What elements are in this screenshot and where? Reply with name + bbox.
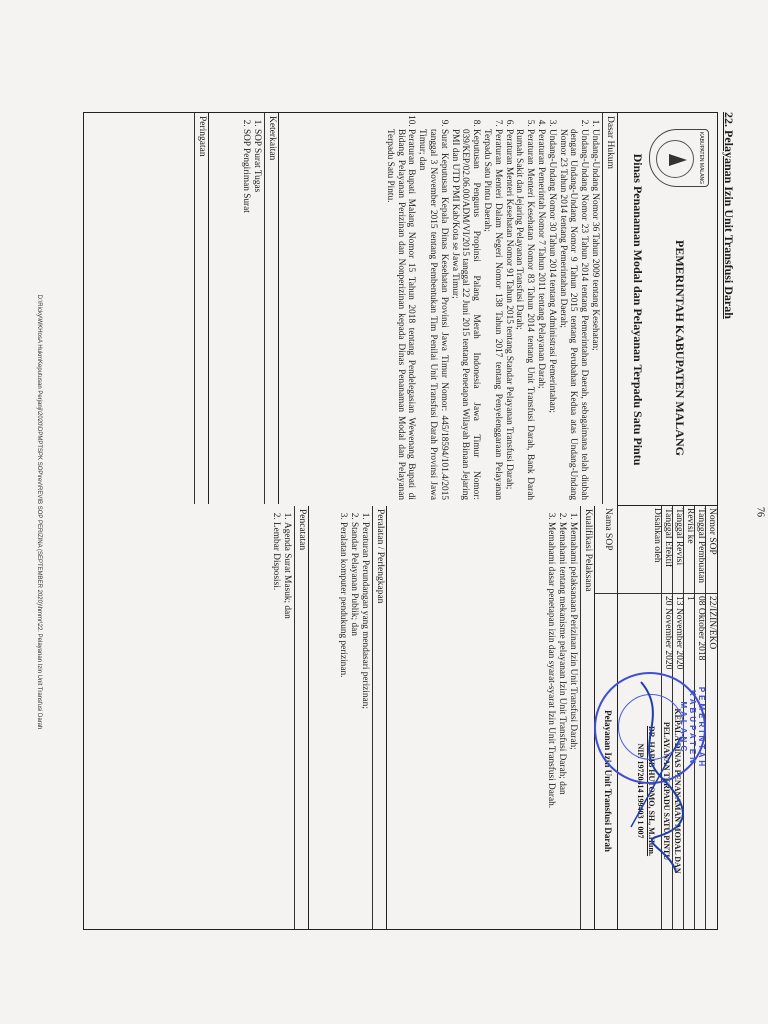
sop-name-value: Pelayanan Izin Unit Transfusi Darah [603, 710, 613, 852]
meta-row: Nomor SOP 22/IZIN/EKO [705, 506, 717, 929]
peralatan-list [336, 506, 372, 929]
peringatan-section [84, 113, 209, 504]
list-item: 2. Undang-Undang Nomor 23 Tahun 2014 tentang Pemerintahan Daerah, sebagaimana telah diubah dengan Undang-Undang Nomor 9 Tahun 2015 tentang Perubahan Kedua atas Undang-Undang Nomor 23 Tahun 2014 tentang Pemerintahan Daerah; [557, 129, 589, 500]
logo-text: KABUPATEN MALANG [698, 131, 704, 185]
section-heading: Kualifikasi Pelaksana [580, 506, 595, 929]
section-heading: Keterkaitan [264, 113, 279, 504]
page-number: 76 [754, 507, 766, 517]
list-item: 3. Memahami dasar penetapan izin dan syarat-syarat Izin Unit Transfusi Darah. [546, 522, 557, 925]
list-item: 1. SOP Surat Tugas [251, 129, 262, 500]
kualifikasi-section [386, 506, 595, 929]
keterkaitan-list [238, 113, 264, 504]
sop-name-row: Nama SOP Pelayanan Izin Unit Transfusi Darah [594, 506, 617, 929]
regency-logo-icon [649, 129, 709, 187]
signer-block: KEPALA DINAS PENANAMAN MODAL DAN PELAYANAN TERPADU SATU PINTU DR. HABIB HUTOMO, SH., M.Hum. NIP. 19720414 199403 1 007 [635, 656, 683, 926]
kualifikasi-list [544, 506, 580, 929]
list-item: 6. Peraturan Menteri Kesehatan Nomor 91 Tahun 2015 tentang Standar Pelayanan Transfusi Darah; [503, 129, 514, 500]
meta-row: Tanggal Pembuatan 08 Oktober 2018 [694, 506, 706, 929]
pencatatan-list [268, 506, 294, 929]
pencatatan-section [184, 506, 309, 929]
list-item: 1. Undang-Undang Nomor 36 Tahun 2009 tentang Kesehatan; [589, 129, 600, 500]
list-item: 10. Peraturan Bupati Malang Nomor 15 Tahun 2018 tentang Pendelegasian Wewenang Bupati di Bidang Pelayanan Perizinan dan Nonperizinan kepada Dinas Penanaman Modal dan Pelayanan Terpadu Satu Pintu. [384, 129, 416, 500]
stamp-text: PEMERINTAH KABUPATEN MALANG [679, 686, 706, 770]
document-title: 22. Pelayanan Izin Unit Transfusi Darah [722, 112, 736, 319]
list-item: 9. Surat Keputusan Kepala Dinas Kesehatan Provinsi Jawa Timur Nomor: 445/18594/101.4/2015 tanggal 3 November 2015 tentang Pembentukan Tim Penilai Unit Transfusi Darah Provinsi Jawa Timur; dan [416, 129, 448, 500]
meta-row: Disahkan oleh [617, 506, 662, 929]
department-title: Dinas Penanaman Modal dan Pelayanan Terpadu Satu Pintu [631, 153, 645, 466]
list-item: 1. Agenda Surat Masuk; dan [281, 522, 292, 925]
list-item: 2. Standar Pelayanan Publik; dan [348, 522, 359, 925]
section-heading: Peringatan [197, 116, 207, 157]
list-item: 5. Peraturan Menteri Kesehatan Nomor 83 Tahun 2014 tentang Unit Transfusi Darah, Bank Darah Rumah Sakit dan Jejaring Pelayanan Transfusi Darah; [514, 129, 536, 500]
dasar-hukum-section [278, 113, 617, 504]
meta-row: Revisi ke 1 [683, 506, 695, 929]
meta-row: Tanggal Revisi 13 November 2020 [672, 506, 684, 929]
list-item: 7. Peraturan Menteri Dalam Negeri Nomor 138 Tahun 2017 tentang Penyelenggaraan Pelayanan Terpadu Satu Pintu Daerah; [481, 129, 503, 500]
section-heading: Dasar Hukum [602, 113, 617, 504]
sop-document [81, 112, 736, 932]
list-item: 2. SOP Pengiriman Surat [240, 129, 251, 500]
signer-name: DR. HABIB HUTOMO, SH., M.Hum. [647, 725, 656, 857]
signer-nip: NIP. 19720414 199403 1 007 [636, 743, 645, 839]
section-heading: Pencatatan [294, 506, 309, 929]
list-item: 8. Keputusan Pengurus Propinsi Palang Merah Indonesia Jawa Timur Nomor: 039/KEP/02.06.00/ADM/VI/2015 tanggal 22 Juni 2015 tentang Penetapan Wilayah Binaan Jejaring PMI dan UTD PMI Kab/Kota se Jawa Timur; [449, 129, 481, 500]
section-heading: Peralatan / Perlengkapan [372, 506, 387, 929]
list-item: 2. Memahami tentang mekanisme pelayanan Izin Unit Transfusi Darah; dan [556, 522, 567, 925]
signature-icon [621, 677, 701, 877]
header-left [617, 113, 717, 506]
peralatan-section [308, 506, 387, 929]
list-item: 1. Memahami pelaksanaan Perizinan Izin Unit Transfusi Darah; [567, 522, 578, 925]
keterkaitan-section [208, 113, 279, 504]
list-item: 3. Peralatan komputer pendukung perizinan. [338, 522, 349, 925]
list-item: 3. Undang-Undang Nomor 30 Tahun 2014 tentang Administrasi Pemerintahan; [546, 129, 557, 500]
government-title: PEMERINTAH KABUPATEN MALANG [673, 240, 687, 456]
list-item: 4. Peraturan Pemerintah Nomor 7 Tahun 2011 tentang Pelayanan Darah; [535, 129, 546, 500]
dasar-hukum-list [382, 113, 602, 504]
footer-file-path: D:\Ricky\WKHosA HukmKeputusan Perjanji\2020\DPMPTSPK SOP\rev\REVIB SOP PERIZINA (SEPTEMBER 2020)\hmmr\22. Pelayanan Izin Unit Transfusi Darah [36, 294, 42, 730]
list-item: 1. Peraturan Perundangan yang mendasari perizinan; [359, 522, 370, 925]
list-item: 2. Lembar Disposisi. [270, 522, 281, 925]
meta-row: Tanggal Efektif 20 November 2020 [661, 506, 673, 929]
